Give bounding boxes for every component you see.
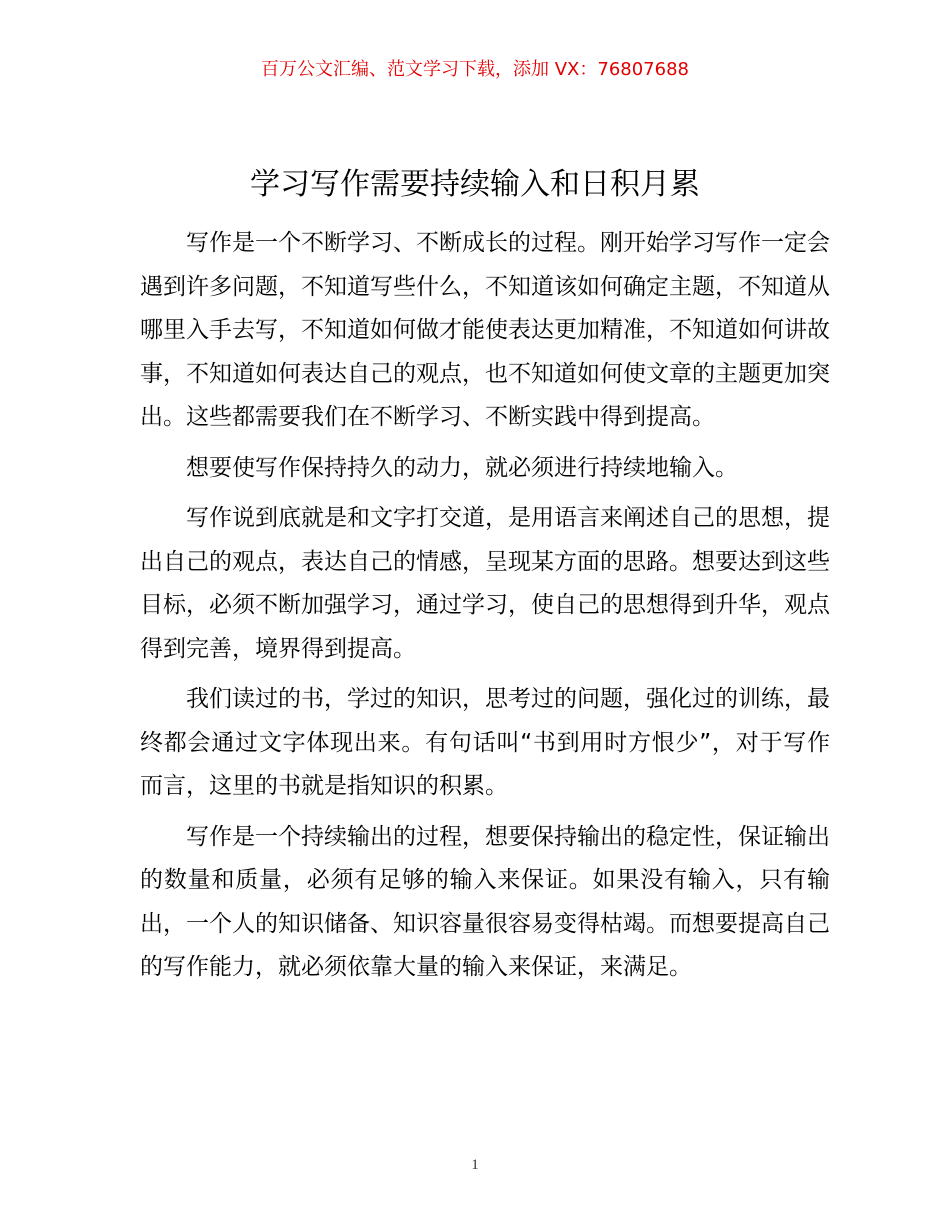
paragraph: 我们读过的书，学过的知识，思考过的问题，强化过的训练，最终都会通过文字体现出来。有句话叫“书到用时方恨少”，对于写作而言，这里的书就是指知识的积累。 bbox=[140, 686, 830, 799]
document-title: 学习写作需要持续输入和日积月累 bbox=[250, 167, 700, 202]
promo-header-text: 百万公文汇编、范文学习下载，添加 VX：76807688 bbox=[261, 59, 689, 80]
paragraph: 写作说到底就是和文字打交道，是用语言来阐述自己的思想，提出自己的观点，表达自己的情感，呈现某方面的思路。想要达到这些目标，必须不断加强学习，通过学习，使自己的思想得到升华，观点得到完善，境界得到提高。 bbox=[140, 505, 830, 662]
paragraph: 写作是一个不断学习、不断成长的过程。刚开始学习写作一定会遇到许多问题，不知道写些什么，不知道该如何确定主题，不知道从哪里入手去写，不知道如何做才能使表达更加精准，不知道如何讲故事，不知道如何表达自己的观点，也不知道如何使文章的主题更加突出。这些都需要我们在不断学习、不断实践中得到提高。 bbox=[140, 230, 830, 430]
page-number: 1 bbox=[471, 1157, 479, 1173]
document-body bbox=[140, 222, 830, 997]
paragraph: 写作是一个持续输出的过程，想要保持输出的稳定性，保证输出的数量和质量，必须有足够的输入来保证。如果没有输入，只有输出，一个人的知识储备、知识容量很容易变得枯竭。而想要提高自己的写作能力，就必须依靠大量的输入来保证，来满足。 bbox=[140, 823, 830, 980]
paragraph: 想要使写作保持持久的动力，就必须进行持续地输入。 bbox=[186, 454, 738, 481]
